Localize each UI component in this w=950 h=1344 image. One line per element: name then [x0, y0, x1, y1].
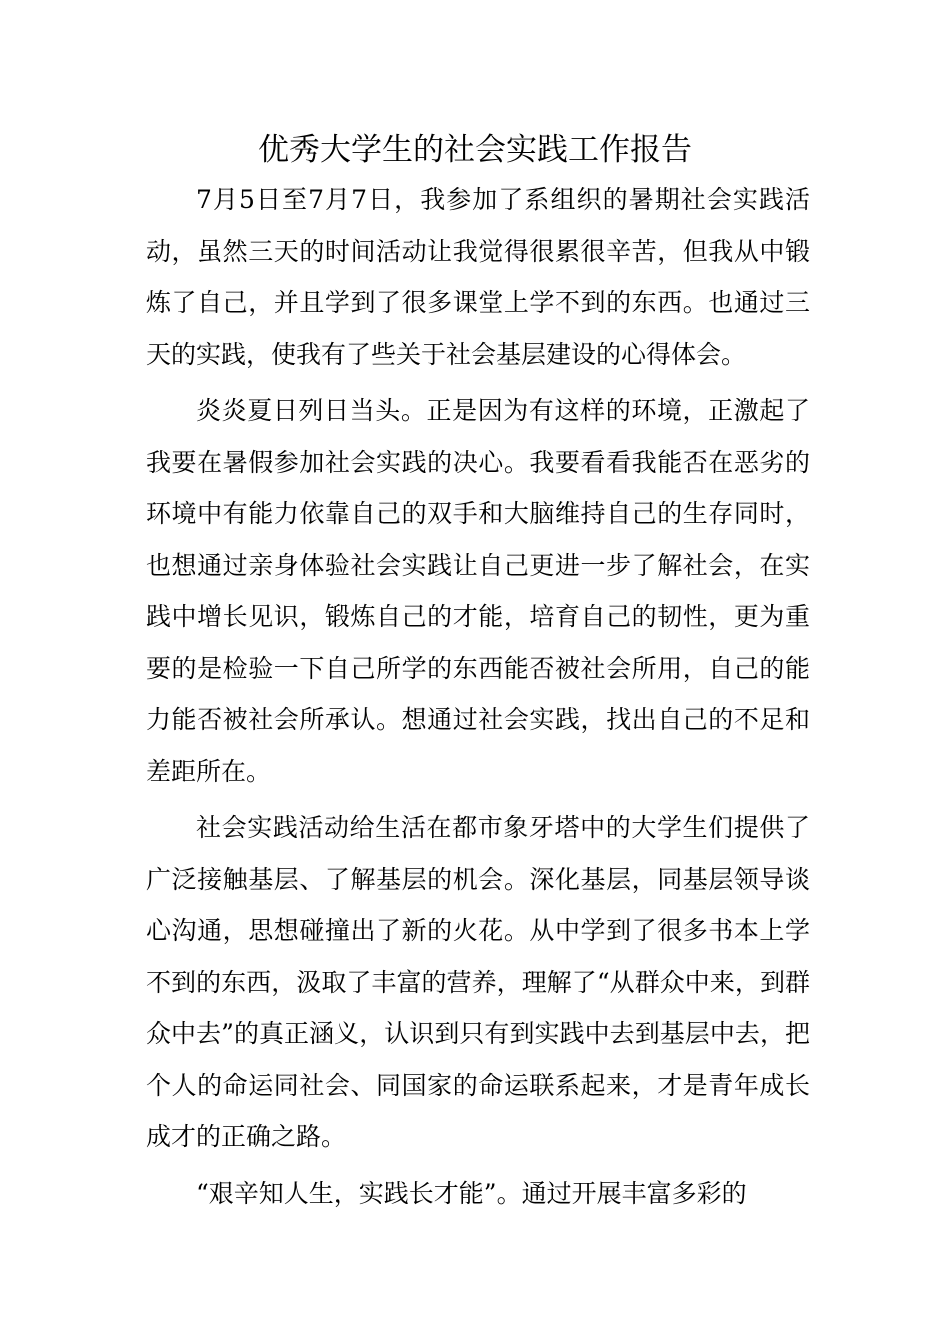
- document-title: 优秀大学生的社会实践工作报告: [258, 132, 692, 168]
- paragraph-2: 炎炎夏日列日当头。正是因为有这样的环境，正激起了我要在暑假参加社会实践的决心。我要看看我能否在恶劣的环境中有能力依靠自己的双手和大脑维持自己的生存同时，也想通过亲身体验社会实践让自己更进一步了解社会，在实践中增长见识，锻炼自己的才能，培育自己的韧性，更为重要的是检验一下自己所学的东西能否被社会所用，自己的能力能否被社会所承认。想通过社会实践，找出自己的不足和差距所在。: [146, 396, 810, 786]
- paragraph-4: “艰辛知人生，实践长才能”。通过开展丰富多彩的: [196, 1178, 747, 1208]
- paragraph-3: 社会实践活动给生活在都市象牙塔中的大学生们提供了广泛接触基层、了解基层的机会。深化基层，同基层领导谈心沟通，思想碰撞出了新的火花。从中学到了很多书本上学不到的东西，汲取了丰富的营养，理解了“从群众中来，到群众中去”的真正涵义，认识到只有到实践中去到基层中去，把个人的命运同社会、同国家的命运联系起来，才是青年成长成才的正确之路。: [146, 813, 810, 1151]
- document-body: [146, 174, 810, 1224]
- paragraph-1: 7月5日至7月7日，我参加了系组织的暑期社会实践活动，虽然三天的时间活动让我觉得很累很辛苦，但我从中锻炼了自己，并且学到了很多课堂上学不到的东西。也通过三天的实践，使我有了些关于社会基层建设的心得体会。: [146, 185, 810, 369]
